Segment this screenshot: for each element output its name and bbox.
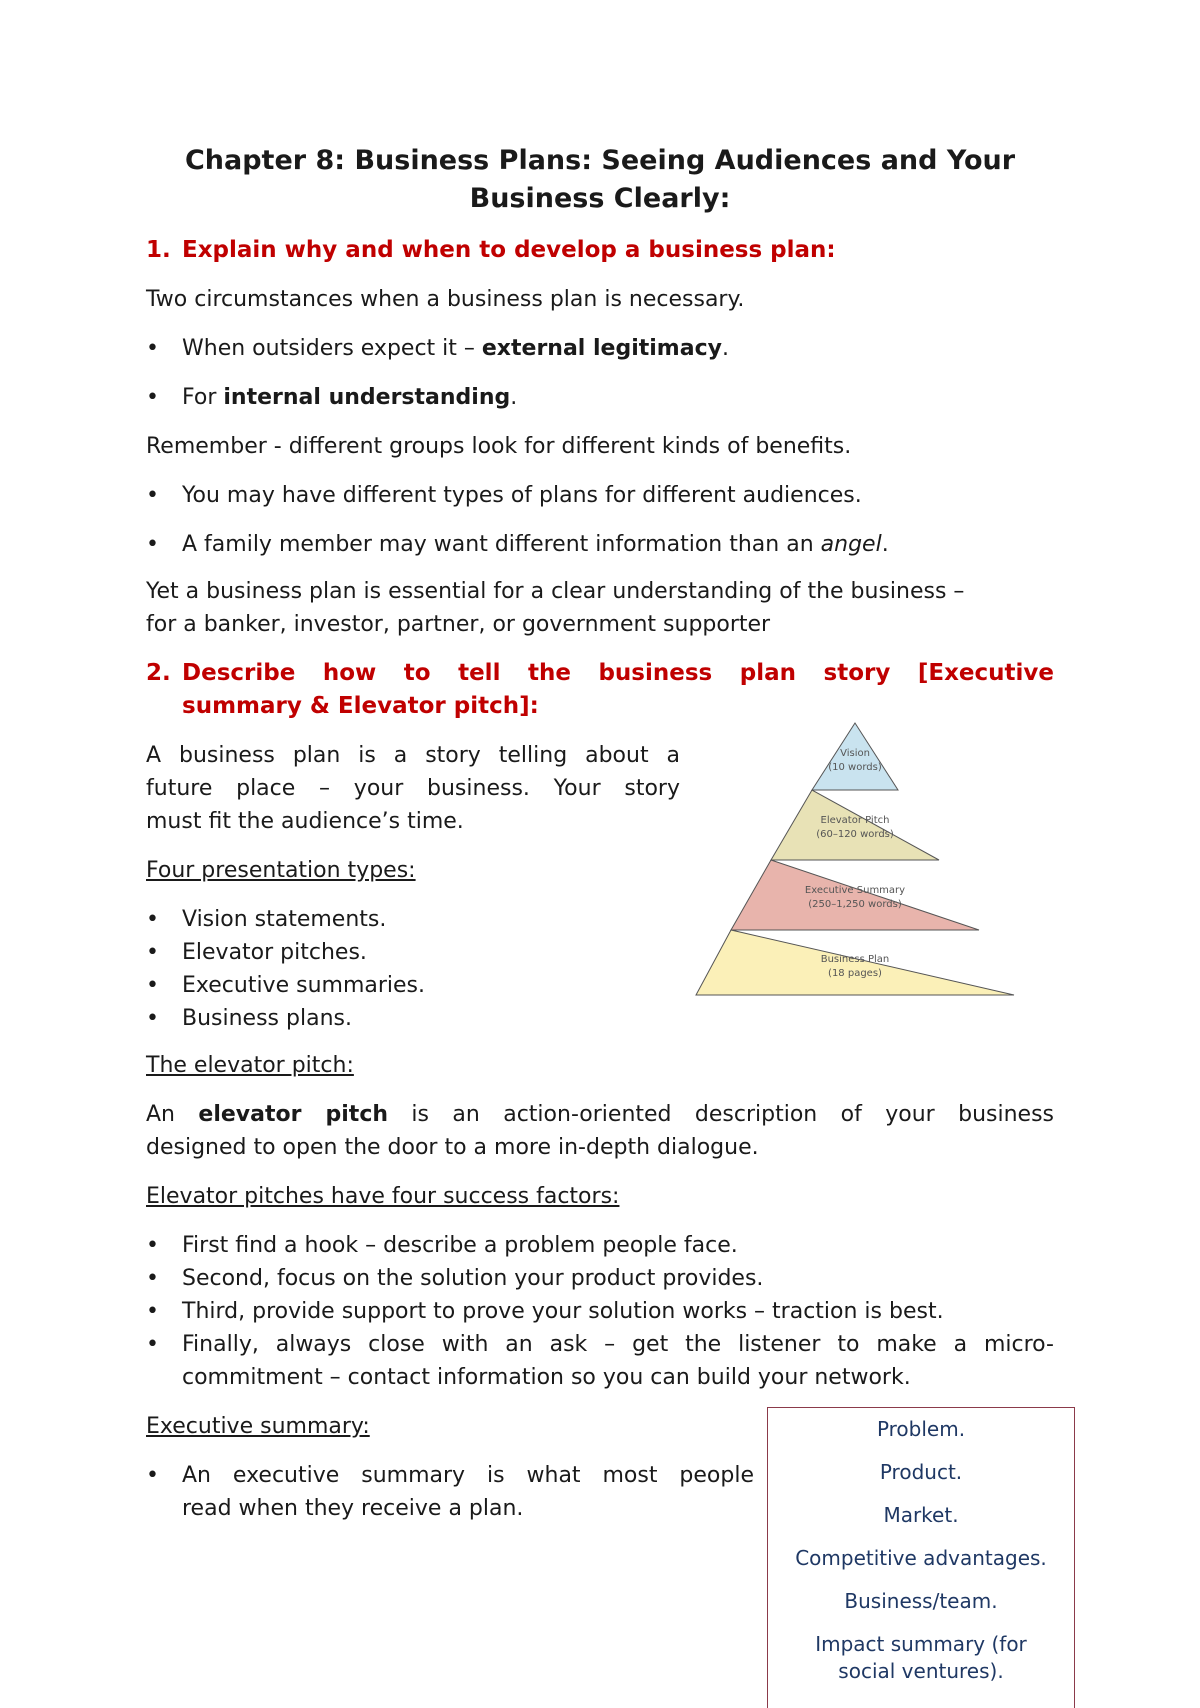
pyramid-executive-sublabel: (250–1,250 words)	[808, 899, 902, 910]
title-line-2: Business Clearly:	[469, 183, 731, 214]
bullet-glyph: •	[146, 940, 159, 965]
factor4-line-2: commitment – contact information so you can build your network.	[182, 1365, 911, 1390]
pyramid-elevator-sublabel: (60–120 words)	[816, 829, 894, 840]
types-heading: Four presentation types:	[146, 858, 416, 883]
yet-paragraph-line-1: Yet a business plan is essential for a clear understanding of the business –	[146, 579, 965, 604]
section1-heading: Explain why and when to develop a business plan:	[182, 237, 836, 263]
yet-paragraph-line-2: for a banker, investor, partner, or government supporter	[146, 612, 771, 637]
exec-line-2: read when they receive a plan.	[182, 1496, 524, 1521]
elevator-heading: The elevator pitch:	[146, 1053, 354, 1078]
bullet-glyph: •	[146, 385, 159, 410]
box-item-team: Business/team.	[844, 1589, 998, 1613]
exec-summary-box	[767, 1407, 1075, 1708]
box-item-impact-line-2: social ventures).	[838, 1659, 1004, 1683]
presentation-pyramid	[690, 715, 1020, 1000]
box-item-market: Market.	[883, 1503, 959, 1527]
bold-term: internal understanding	[223, 385, 511, 410]
box-item-competitive: Competitive advantages.	[795, 1546, 1047, 1570]
bullet-glyph: •	[146, 1006, 159, 1031]
factors-heading: Elevator pitches have four success factors:	[146, 1184, 620, 1209]
bullet-glyph: •	[146, 336, 159, 361]
bullet-glyph: •	[146, 1233, 159, 1258]
section2-heading-line-2: summary & Elevator pitch]:	[182, 693, 539, 719]
story-line-3: must fit the audience’s time.	[146, 809, 464, 834]
pyramid-vision-label: Vision	[840, 748, 870, 759]
elevator-definition-line-1: An elevator pitch is an action-oriented description of your business	[146, 1102, 1054, 1127]
bullet-glyph: •	[146, 907, 159, 932]
pyramid-vision-sublabel: (10 words)	[828, 762, 882, 773]
title-line-1: Chapter 8: Business Plans: Seeing Audiences and Your	[184, 145, 1016, 176]
section2-number: 2.	[146, 660, 171, 686]
italic-term: angel	[820, 532, 882, 557]
bullet-glyph: •	[146, 532, 159, 557]
remember-paragraph: Remember - different groups look for different kinds of benefits.	[146, 434, 852, 459]
pyramid-elevator-label: Elevator Pitch	[820, 815, 890, 826]
box-item-impact-line-1: Impact summary (for	[815, 1632, 1027, 1656]
pyramid-plan-label: Business Plan	[820, 954, 890, 965]
bullet-glyph: •	[146, 973, 159, 998]
section1-intro: Two circumstances when a business plan is necessary.	[146, 287, 745, 312]
box-item-product: Product.	[879, 1460, 963, 1484]
section2-heading-line-1: Describe how to tell the business plan story [Executive	[182, 660, 1054, 686]
bullet-glyph: •	[146, 1266, 159, 1291]
bullet-glyph: •	[146, 483, 159, 508]
box-item-problem: Problem.	[876, 1417, 966, 1441]
bullet-glyph: •	[146, 1463, 159, 1488]
elevator-definition-line-2: designed to open the door to a more in-depth dialogue.	[146, 1135, 759, 1160]
section1-number: 1.	[146, 237, 171, 263]
bullet-glyph: •	[146, 1332, 159, 1357]
pyramid-plan-sublabel: (18 pages)	[828, 968, 882, 979]
bullet-glyph: •	[146, 1299, 159, 1324]
bold-term: external legitimacy	[481, 336, 722, 361]
bold-term: elevator pitch	[198, 1102, 389, 1127]
exec-heading: Executive summary:	[146, 1414, 370, 1439]
document-page: Chapter 8: Business Plans: Seeing Audiences and Your Business Clearly: 1. Explain why and when to develop a business plan: Two circumstances when a business plan is necessary. • When outsiders expect it – external legitimacy. • For internal understanding. Remember - different groups look for different kinds of benefits. • You may have different types of plans for different audiences. • A family member may want different information than an angel. Yet a business plan is essential for a clear understanding of the business – for a banker, investor, partner, or government supporter 2. Describe how to tell the business plan story [Executive summary & Elevator pitch]: A business plan is a story telling about a future place – your business. Your story must fit the audience’s time. Four presentation types: • Vision statements. • Elevator pitches. • Executive summaries. • Business plans. Vision (10 words) Elevator Pitch (60–120 words) Executive Summary (250–1,250 words) Business Plan (18 pages) The elevator pitch: An elevator pitch is an action-oriented description of your business designed to open the door to a more in-depth dialogue. Elevator pitches have four success factors: • First find a hook – describe a problem people face. • Second, focus on the solution your product provides. • Third, provide support to prove your solution works – traction is best. • Finally, always close with an ask – get the listener to make a micro- commitment – contact information so you can build your network. Executive summary: • An executive summary is what most people read when they receive a plan. Problem. Product. Market. Competitive advantages. Business/team. Impact summary (for social ventures).	[0, 0, 1200, 1696]
pyramid-executive-label: Executive Summary	[804, 885, 906, 896]
story-line-2: future place – your business. Your story	[146, 776, 680, 801]
story-line-1: A business plan is a story telling about a	[146, 743, 680, 768]
chapter-title	[120, 142, 1080, 218]
